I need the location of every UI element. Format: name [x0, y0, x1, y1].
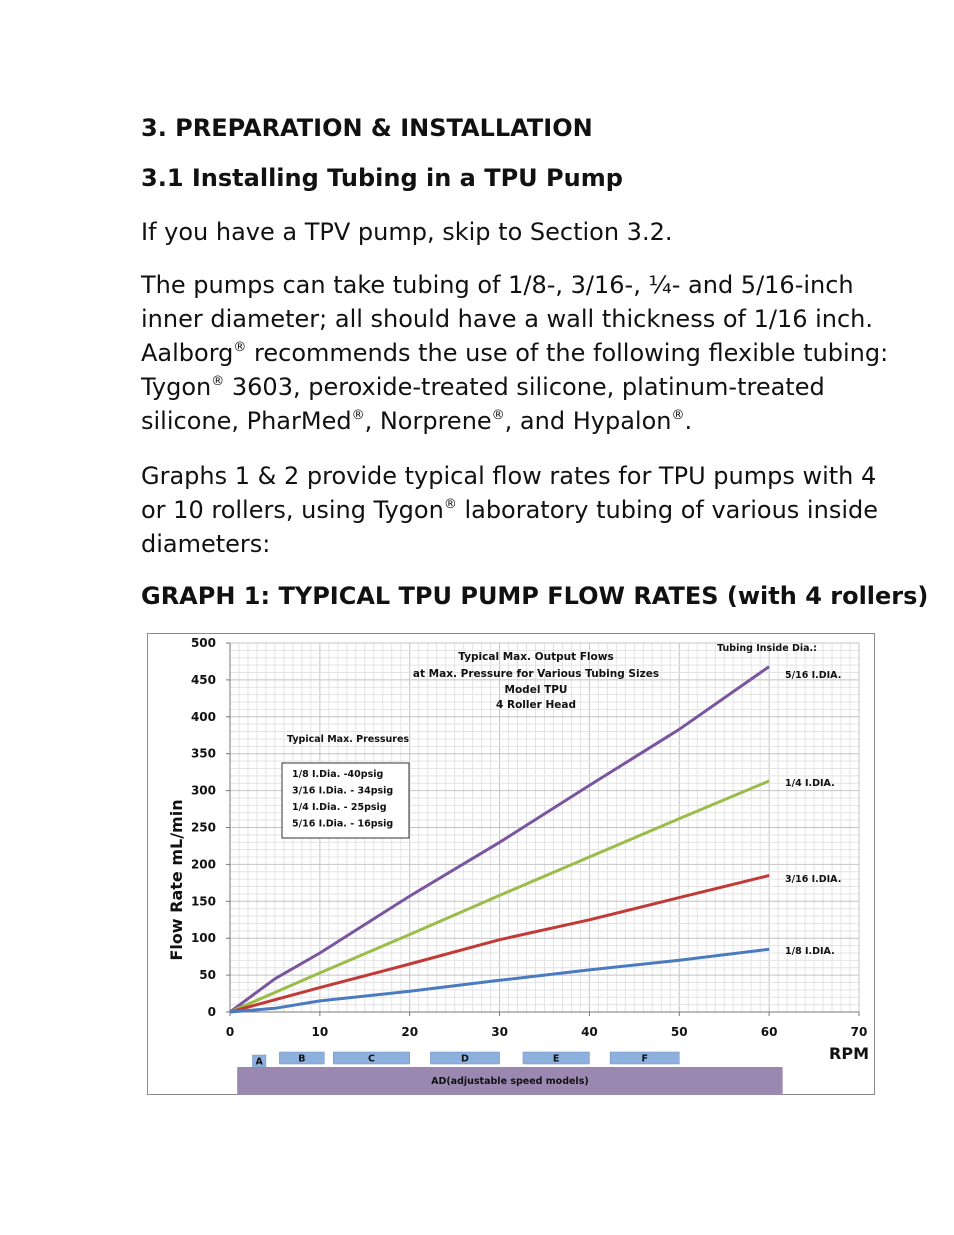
- paragraph-tpv-note: If you have a TPV pump, skip to Section 3.2.: [141, 218, 673, 246]
- x-tick-label: 50: [670, 1025, 688, 1039]
- series-label: 1/4 I.DIA.: [785, 778, 835, 789]
- graph-title: GRAPH 1: TYPICAL TPU PUMP FLOW RATES (with 4 rollers): [141, 582, 929, 610]
- y-tick-label: 450: [190, 672, 216, 687]
- ad-range-label: AD(adjustable speed models): [431, 1076, 589, 1087]
- pressure-row: 1/8 I.Dia. -40psig: [292, 769, 384, 780]
- series-label: 3/16 I.DIA.: [785, 874, 842, 885]
- paragraph-text: 3603, peroxide-treated silicone, platinum-treated silicone, PharMed: [141, 373, 825, 435]
- x-tick-label: 20: [401, 1025, 419, 1039]
- pressure-box-title: Typical Max. Pressures: [287, 734, 410, 745]
- registered-mark: ®: [351, 408, 365, 423]
- pressure-row: 5/16 I.Dia. - 16psig: [292, 818, 394, 830]
- x-tick-label: 10: [311, 1025, 329, 1039]
- registered-mark: ®: [443, 497, 457, 512]
- x-tick-label: 70: [850, 1025, 868, 1039]
- x-axis-title: RPM: [829, 1044, 869, 1063]
- x-tick-label: 60: [760, 1025, 778, 1039]
- pressure-row: 1/4 I.Dia. - 25psig: [292, 802, 387, 813]
- chart-title-line: at Max. Pressure for Various Tubing Sizes: [412, 668, 660, 680]
- speed-range-label: D: [461, 1053, 469, 1065]
- y-tick-label: 350: [190, 746, 216, 761]
- legend-title: Tubing Inside Dia.:: [717, 643, 817, 654]
- y-tick-label: 0: [207, 1005, 216, 1019]
- y-tick-label: 300: [190, 783, 216, 798]
- y-tick-label: 200: [190, 857, 216, 872]
- paragraph-text: laboratory tubing of various inside diameters:: [141, 496, 878, 558]
- y-tick-label: 250: [190, 820, 216, 835]
- chart-title-line: Model TPU: [504, 684, 568, 696]
- speed-range-label: B: [298, 1053, 306, 1065]
- paragraph-text: , and Hypalon: [504, 407, 672, 435]
- speed-range-label: A: [255, 1056, 263, 1068]
- y-tick-label: 150: [190, 894, 216, 909]
- y-tick-label: 500: [190, 636, 216, 650]
- y-axis-title: Flow Rate mL/min: [167, 799, 186, 961]
- x-tick-label: 0: [225, 1025, 235, 1039]
- registered-mark: ®: [671, 408, 685, 423]
- registered-mark: ®: [233, 340, 247, 355]
- chart-title-line: 4 Roller Head: [496, 699, 576, 711]
- paragraph-text: Graphs 1 & 2 provide typical flow rates for TPU pumps with 4 or 10 rollers, using Tygon: [141, 462, 877, 524]
- chart-title-line: Typical Max. Output Flows: [458, 651, 614, 663]
- y-tick-label: 50: [199, 968, 216, 983]
- speed-range-label: E: [552, 1053, 560, 1065]
- paragraph-text: recommends the use of the following flexible tubing: Tygon: [141, 339, 889, 401]
- speed-range-label: C: [368, 1053, 376, 1065]
- x-tick-label: 30: [491, 1025, 508, 1039]
- section-heading: 3. PREPARATION & INSTALLATION: [141, 114, 593, 142]
- y-tick-label: 400: [190, 709, 216, 724]
- y-tick-label: 100: [190, 931, 216, 946]
- speed-range-label: F: [641, 1053, 648, 1065]
- series-label: 5/16 I.DIA.: [785, 670, 842, 681]
- registered-mark: ®: [491, 408, 505, 423]
- paragraph-text: , Norprene: [364, 407, 492, 435]
- pressure-row: 3/16 I.Dia. - 34psig: [292, 785, 394, 797]
- registered-mark: ®: [211, 374, 225, 389]
- subsection-heading: 3.1 Installing Tubing in a TPU Pump: [141, 164, 623, 192]
- paragraph-text: .: [684, 407, 693, 435]
- series-label: 1/8 I.DIA.: [785, 946, 835, 957]
- paragraph-text: The pumps can take tubing of 1/8-, 3/16-, ¼- and 5/16-inch inner diameter; all should have a wall thickness of 1/16 inch. Aalborg: [141, 271, 874, 367]
- x-tick-label: 40: [581, 1025, 598, 1039]
